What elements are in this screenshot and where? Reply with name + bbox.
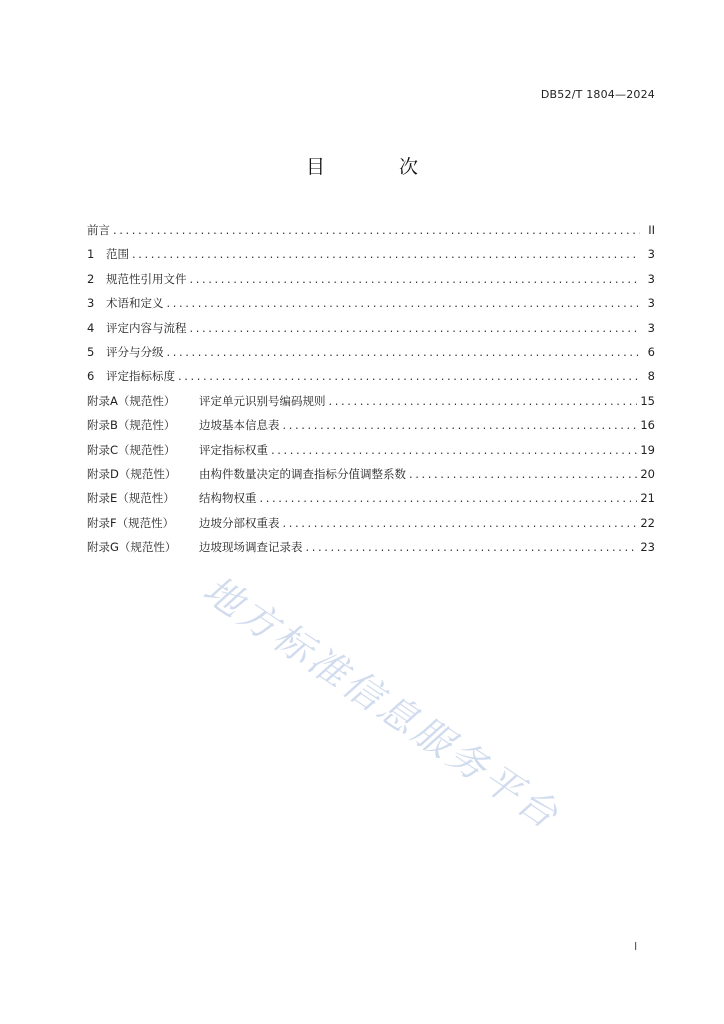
document-code: DB52/T 1804—2024 bbox=[540, 88, 655, 101]
toc-entry-page: 3 bbox=[647, 320, 655, 335]
toc-entry-label: 边坡现场调查记录表 bbox=[199, 540, 303, 555]
toc-leader-dots bbox=[132, 242, 640, 266]
toc-entry-label: 范围 bbox=[106, 247, 129, 262]
toc-entry-5[interactable] bbox=[87, 340, 655, 364]
toc-entry-number: 4 bbox=[87, 320, 95, 335]
toc-leader-dots bbox=[167, 291, 641, 315]
toc-appendix-label: 附录G（规范性） bbox=[87, 540, 177, 555]
toc-entry-page: 3 bbox=[647, 247, 655, 262]
toc-entry-appendix-g[interactable] bbox=[87, 535, 655, 559]
toc-leader-dots bbox=[283, 413, 638, 437]
toc-entry-appendix-c[interactable] bbox=[87, 438, 655, 462]
toc-entry-number: 1 bbox=[87, 247, 95, 262]
toc-leader-dots bbox=[113, 218, 640, 242]
toc-entry-appendix-e[interactable] bbox=[87, 486, 655, 510]
toc-leader-dots bbox=[190, 267, 641, 291]
toc-entry-label: 由构件数量决定的调查指标分值调整系数 bbox=[199, 466, 406, 481]
toc-entry-label: 术语和定义 bbox=[106, 296, 164, 311]
toc-entry-label: 评定内容与流程 bbox=[106, 320, 187, 335]
toc-entry-2[interactable] bbox=[87, 267, 655, 291]
toc-entry-page: 8 bbox=[647, 369, 655, 384]
toc-leader-dots bbox=[190, 316, 641, 340]
toc-entry-page: 20 bbox=[640, 466, 655, 481]
toc-entry-appendix-a[interactable] bbox=[87, 389, 655, 413]
toc-leader-dots bbox=[306, 535, 638, 559]
toc-leader-dots bbox=[167, 340, 641, 364]
toc-leader-dots bbox=[178, 364, 640, 388]
toc-entry-label: 规范性引用文件 bbox=[106, 271, 187, 286]
toc-entry-page: 6 bbox=[647, 344, 655, 359]
toc-entry-appendix-d[interactable] bbox=[87, 462, 655, 486]
toc-entry-page: II bbox=[648, 223, 655, 237]
watermark: 地方标准信息服务平台 bbox=[195, 567, 569, 839]
toc-entry-page: 22 bbox=[640, 515, 655, 530]
toc-entry-label: 评定指标权重 bbox=[199, 442, 268, 457]
toc-entry-page: 3 bbox=[647, 296, 655, 311]
toc-entry-label: 评分与分级 bbox=[106, 344, 164, 359]
toc-entry-appendix-f[interactable] bbox=[87, 511, 655, 535]
toc-entry-number: 3 bbox=[87, 296, 95, 311]
toc-entry-label: 评定指标标度 bbox=[106, 369, 175, 384]
toc-entry-6[interactable] bbox=[87, 364, 655, 388]
toc-entry-number: 5 bbox=[87, 344, 95, 359]
toc-entry-page: 19 bbox=[640, 442, 655, 457]
toc-entry-3[interactable] bbox=[87, 291, 655, 315]
toc-appendix-label: 附录D（规范性） bbox=[87, 466, 177, 481]
toc-entry-number: 2 bbox=[87, 271, 95, 286]
page-number: I bbox=[634, 940, 638, 953]
toc-appendix-label: 附录C（规范性） bbox=[87, 442, 176, 457]
toc-leader-dots bbox=[329, 389, 638, 413]
toc-entry-page: 21 bbox=[640, 491, 655, 506]
toc-entry-label: 前言 bbox=[87, 223, 110, 237]
toc-leader-dots bbox=[409, 462, 637, 486]
toc-leader-dots bbox=[260, 486, 638, 510]
toc-entry-label: 边坡基本信息表 bbox=[199, 418, 280, 433]
toc-entry-page: 16 bbox=[640, 418, 655, 433]
toc-entry-appendix-b[interactable] bbox=[87, 413, 655, 437]
table-of-contents bbox=[87, 218, 655, 559]
toc-entry-number: 6 bbox=[87, 369, 95, 384]
toc-entry-page: 15 bbox=[640, 393, 655, 408]
toc-entry-page: 23 bbox=[640, 540, 655, 555]
toc-appendix-label: 附录B（规范性） bbox=[87, 418, 176, 433]
toc-entry-page: 3 bbox=[647, 271, 655, 286]
toc-entry-foreword[interactable] bbox=[87, 218, 655, 242]
toc-appendix-label: 附录F（规范性） bbox=[87, 515, 175, 530]
toc-entry-label: 边坡分部权重表 bbox=[199, 515, 280, 530]
toc-appendix-label: 附录E（规范性） bbox=[87, 491, 175, 506]
toc-entry-label: 评定单元识别号编码规则 bbox=[199, 393, 326, 408]
toc-appendix-label: 附录A（规范性） bbox=[87, 393, 176, 408]
toc-leader-dots bbox=[283, 511, 638, 535]
toc-leader-dots bbox=[271, 438, 637, 462]
toc-entry-1[interactable] bbox=[87, 242, 655, 266]
toc-title: 目 次 bbox=[305, 156, 453, 178]
toc-entry-label: 结构物权重 bbox=[199, 491, 257, 506]
toc-entry-4[interactable] bbox=[87, 316, 655, 340]
